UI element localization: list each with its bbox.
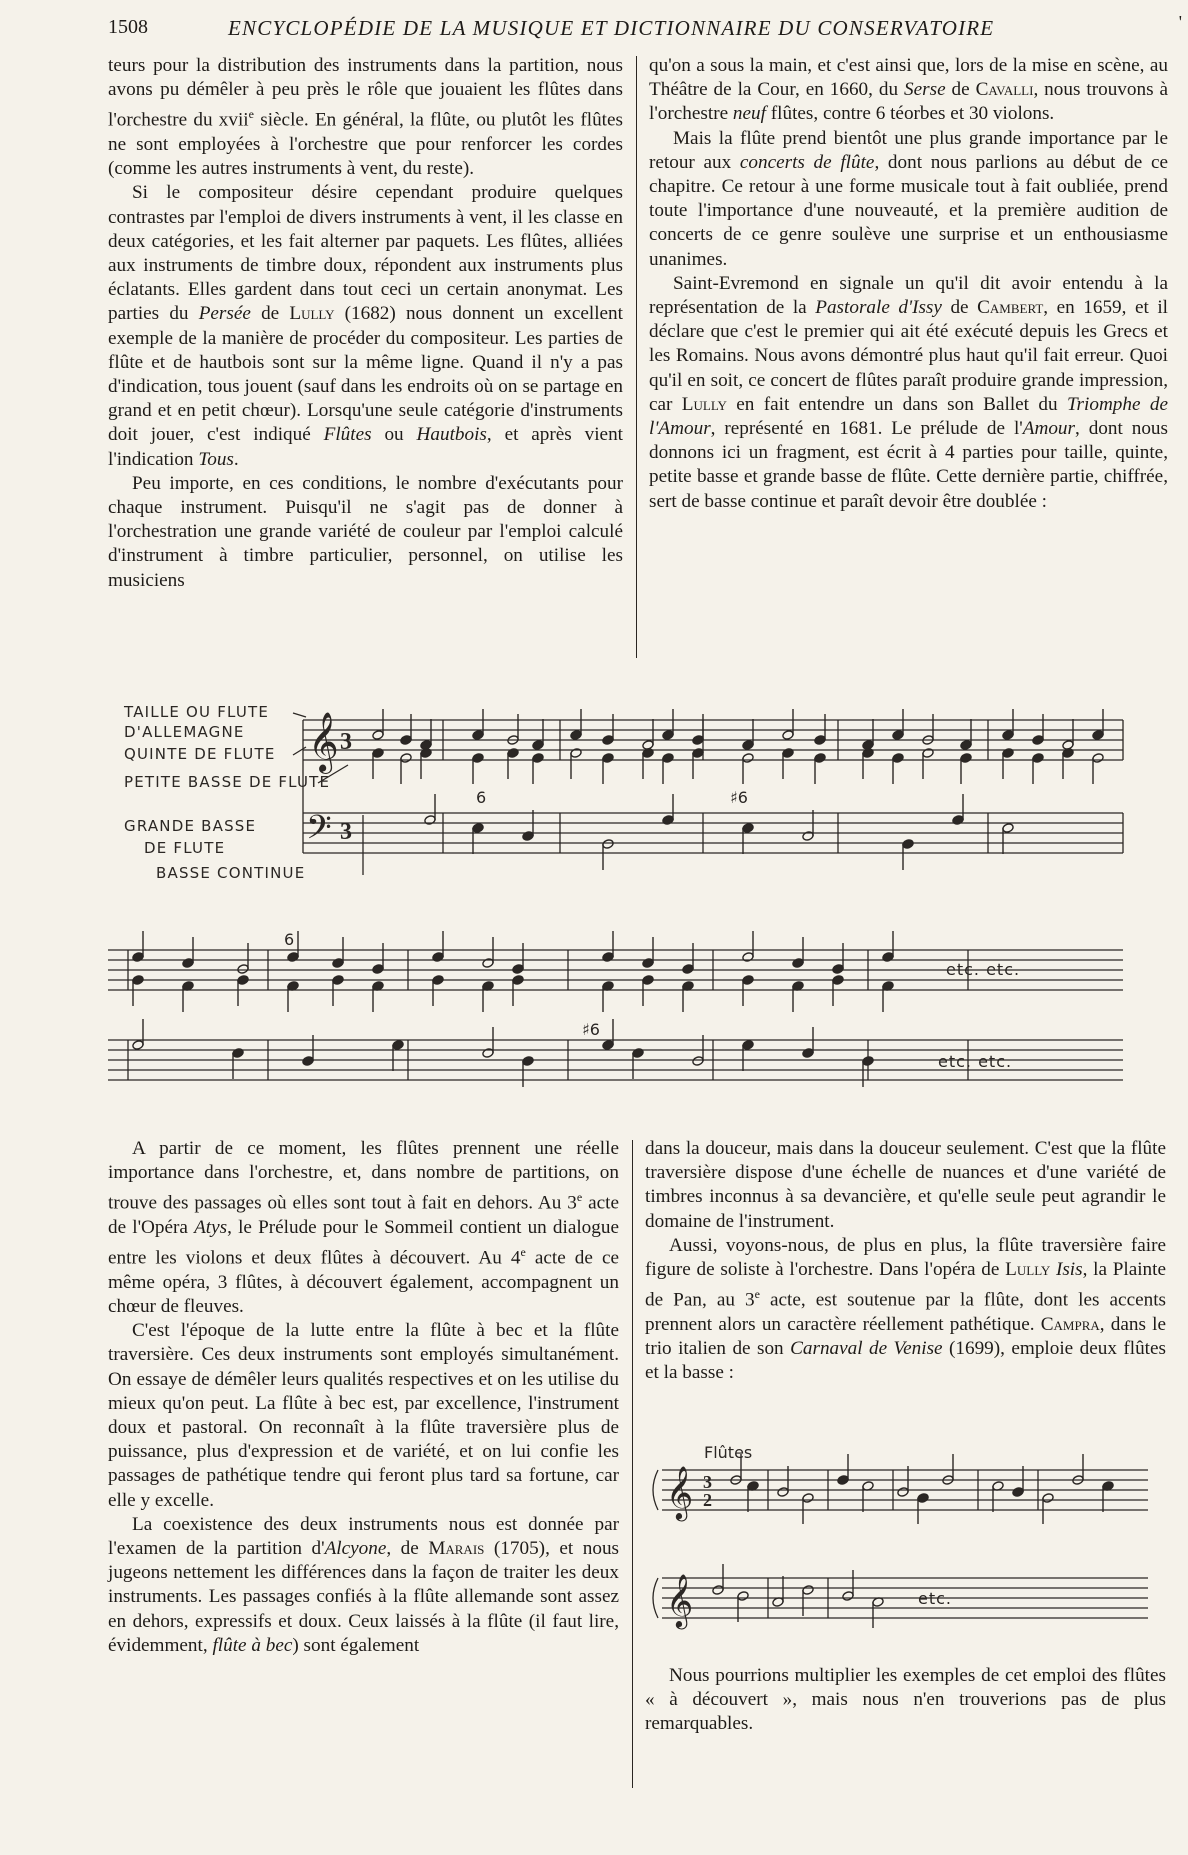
paragraph: Aussi, voyons-nous, de plus en plus, la flûte traversière faire figure de soliste à l'orchestre. Dans l'opéra de Lully Isis, la Plainte de Pan, au 3e acte, est soutenue par la flûte, dont les accents prennent alors un caractère réellement pathétique. Campra, dans le trio italien de son Carnaval de Venise (1699), emploie deux flûtes et la basse : — [645, 1234, 1166, 1384]
paragraph: Mais la flûte prend bientôt une plus grande importance par le retour aux concerts de flûte, dont nous parlions au début de ce chapitre. Ce retour à une forme musicale tout à fait oubliée, prend toute l'importance d'une nouveauté, et la première audition de concerts de ce genre soulève une surprise et un enthousiasme unanimes. — [649, 127, 1168, 270]
page-number: 1508 — [108, 16, 148, 38]
time-bottom: 2 — [703, 1490, 712, 1510]
treble-clef-icon-2: 𝄞 — [666, 1465, 694, 1519]
etc-upper: etc. etc. — [946, 960, 1021, 979]
paragraph: Peu importe, en ces conditions, le nombre d'exécutants pour chaque instrument. Puisqu'il ne s'agit pas de donner à l'orchestration une grande variété de couleur par l'emploi calculé d'instrument à timbre particulier, personnel, on utilise les musiciens — [108, 472, 623, 591]
column-divider — [636, 56, 637, 658]
time-top: 3 — [703, 1472, 712, 1492]
paragraph: qu'on a sous la main, et c'est ainsi que, lors de la mise en scène, au Théâtre de la Cour, en 1660, du Serse de Cavalli, nous trouvons à l'orchestre neuf flûtes, contre 6 téorbes et 30 violons. — [649, 55, 1168, 125]
figure-4: 6 — [284, 930, 295, 949]
label-petite-basse: PETITE BASSE DE FLUTE — [124, 773, 331, 791]
paragraph: C'est l'époque de la lutte entre la flûte à bec et la flûte traversière. Ces deux instruments sont employés simultanément. On essaye de démêler leurs qualités respectives et on les utilise du mieux qu'on peut. La flûte à bec est, par excellence, l'instrument doux et pastoral. On reconnaît à la flûte traversière plus de puissance, plus d'expression et de variété, et on lui confie les passages de pathétique tendre qui feront plus tard sa fortune, car elle y excelle. — [108, 1320, 619, 1511]
label-taille: TAILLE OU FLUTE — [124, 703, 270, 721]
label-de-flute: DE FLUTE — [144, 839, 226, 857]
figure-1: 6 — [476, 788, 487, 807]
page-header — [108, 14, 1148, 44]
time-signature: 3 — [340, 729, 352, 755]
paragraph: dans la douceur, mais dans la douceur seulement. C'est que la flûte traversière dispose d'une échelle de nuances et d'une variété de timbres inconnus à sa devancière, et qu'elle seule peut agrandir le domaine de l'instrument. — [645, 1138, 1166, 1232]
figure-3: ♯6 — [582, 1020, 600, 1039]
figure-2: ♯6 — [730, 788, 748, 807]
edge-mark: ' — [1178, 12, 1182, 32]
running-title: ENCYCLOPÉDIE DE LA MUSIQUE ET DICTIONNAIRE DU CONSERVATOIRE — [228, 16, 995, 40]
paragraph: Nous pourrions multiplier les exemples de cet emploi des flûtes « à découvert », mais nous n'en trouverions pas de plus remarquables. — [645, 1665, 1166, 1735]
text-column-bottom-right — [645, 1137, 1166, 1385]
text-column-top-left — [108, 54, 623, 593]
label-allemagne: D'ALLEMAGNE — [124, 723, 245, 741]
paragraph: A partir de ce moment, les flûtes prennent une réelle importance dans l'orchestre, et, dans nombre de partitions, on trouve des passages où elles sont tout à fait en dehors. Au 3e acte de l'Opéra Atys, le Prélude pour le Sommeil contient un dialogue entre les violons et deux flûtes à découvert. Au 4e acte de ce même opéra, 3 flûtes, à découvert également, accompagnent un chœur de fleuves. — [108, 1138, 620, 1317]
music-score-prelude — [108, 695, 1168, 1105]
label-quinte: QUINTE DE FLUTE — [124, 745, 276, 763]
music-score-campra — [648, 1440, 1168, 1662]
treble-clef-icon: 𝄞 — [308, 712, 339, 772]
treble-clef-icon-3: 𝄞 — [666, 1573, 694, 1627]
label-flutes: Flûtes — [704, 1443, 753, 1462]
etc-campra: etc. — [918, 1589, 952, 1608]
time-signature-bass: 3 — [340, 819, 352, 845]
paragraph: teurs pour la distribution des instruments dans la partition, nous avons pu démêler à peu près le rôle que jouaient les flûtes dans l'orchestre du xvii$^e$ siècle. En général, la flûte, ou plutôt les flûtes ne sont employées à l'orchestre que pour renforcer les cordes (comme les autres instruments à vent, du reste). — [108, 55, 623, 180]
column-divider-bottom — [632, 1140, 633, 1788]
paragraph: La coexistence des deux instruments nous est donnée par l'examen de la partition d'Alcyone, de Marais (1705), et nous jugeons nettement les différences dans la façon de traiter les deux instruments. Les passages confiés à la flûte allemande sont assez en dehors, expressifs et doux. Ceux laissés à la flûte (il faut lire, évidemment, flûte à bec) sont également — [108, 1513, 619, 1656]
label-grande-basse: GRANDE BASSE — [124, 817, 257, 835]
label-basse-continue: BASSE CONTINUE — [156, 864, 306, 882]
etc-lower: etc. etc. — [938, 1052, 1013, 1071]
paragraph: Saint-Evremond en signale un qu'il dit avoir entendu à la représentation de la Pastorale d'Issy de Cambert, en 1659, et il déclare que c'est le premier qui ait été exécuté depuis les Grecs et les Romains. Nous avons démontré plus haut qu'il fait erreur. Quoi qu'il en soit, ce concert de flûtes paraît produire grande impression, car Lully en fait entendre un dans son Ballet du Triomphe de l'Amour, représenté en 1681. Le prélude de l'Amour, dont nous donnons ici un fragment, est écrit à 4 parties pour taille, quinte, petite basse et grande basse de flûte. Cette dernière partie, chiffrée, sert de basse continue et paraît devoir être doublée : — [649, 272, 1168, 512]
bass-clef-icon: 𝄢 — [306, 809, 332, 855]
text-column-top-right — [649, 54, 1168, 514]
text-column-bottom-left — [108, 1137, 619, 1658]
paragraph: Si le compositeur désire cependant produire quelques contrastes par l'emploi de divers instruments à vent, il les classe en deux catégories, et les fait alterner par paquets. Les flûtes, alliées aux instruments de timbre doux, répondent aux instruments plus éclatants. Elles gardent dans tout ceci un certain anonymat. Les parties du Persée de Lully (1682) nous donnent un excellent exemple de la manière de procéder du compositeur. Les parties de flûte et de hautbois sont sur la même ligne. Quand il n'y a pas d'indication, tous jouent (sauf dans les endroits où on se partage en grand et en petit chœur). Lorsqu'une seule catégorie d'instruments doit jouer, c'est indiqué Flûtes ou Hautbois, et après vient l'indication Tous. — [108, 182, 624, 470]
closing-paragraph — [645, 1664, 1166, 1737]
